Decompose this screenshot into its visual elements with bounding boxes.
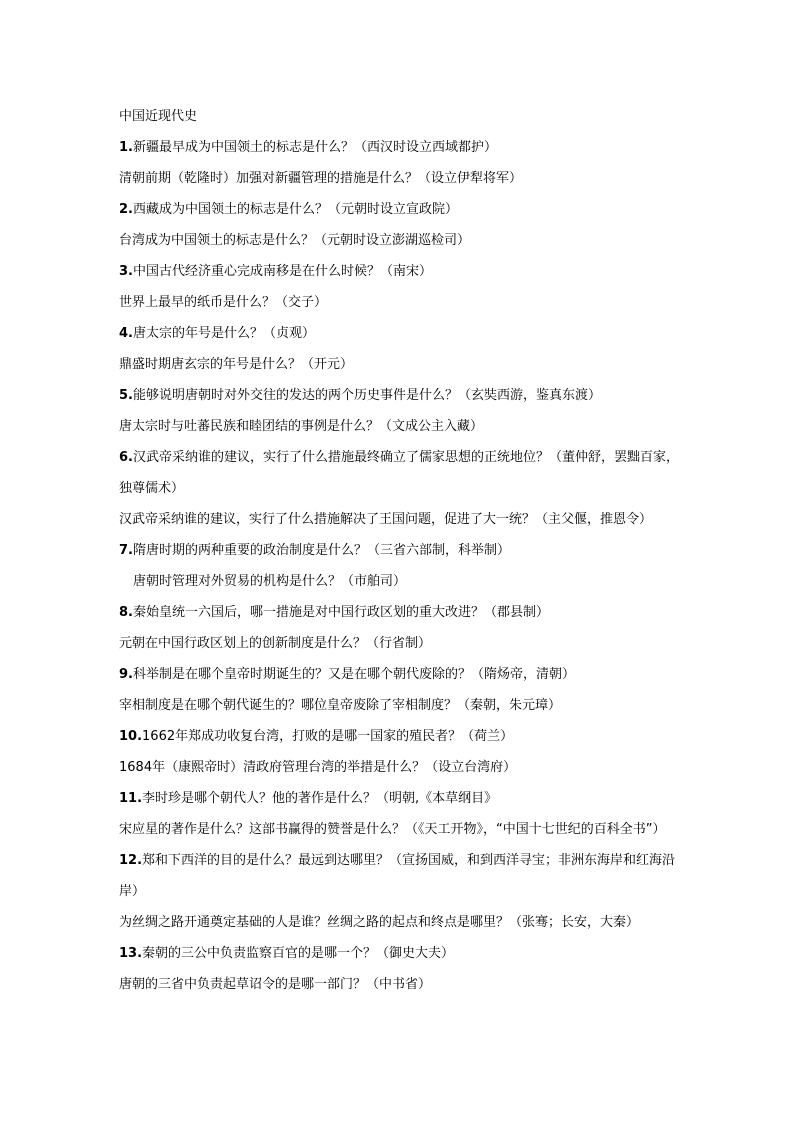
question-text: 宋应星的著作是什么？这部书赢得的赞誉是什么？（《天工开物》，“中国十七世纪的百科全书”）	[119, 822, 666, 837]
question-line	[119, 690, 679, 721]
question-line	[119, 566, 679, 597]
question-text: 唐太宗的年号是什么？（贞观）	[132, 326, 315, 341]
question-text: 隋唐时期的两种重要的政治制度是什么？（三省六部制，科举制）	[132, 543, 510, 558]
question-line	[119, 783, 679, 814]
question-text: 郑和下西洋的目的是什么？最远到达哪里？（宣扬国威，和到西洋寻宝；非洲东海岸和红海沿岸）	[119, 853, 676, 899]
question-number: 4.	[119, 326, 133, 341]
question-text: 世界上最早的纸币是什么？（交子）	[119, 295, 328, 310]
question-text: 中国古代经济重心完成南移是在什么时候？（南宋）	[132, 264, 432, 279]
question-text: 能够说明唐朝时对外交往的发达的两个历史事件是什么？（玄奘西游，鉴真东渡）	[132, 388, 601, 403]
question-text: 唐朝时管理对外贸易的机构是什么？（市舶司）	[133, 574, 407, 589]
question-line	[119, 597, 679, 628]
question-text: 鼎盛时期唐玄宗的年号是什么？（开元）	[119, 357, 354, 372]
question-text: 1662年郑成功收复台湾，打败的是哪一国家的殖民者？（荷兰）	[142, 729, 514, 744]
question-number: 6.	[119, 450, 133, 465]
question-text: 汉武帝采纳谁的建议，实行了什么措施解决了王国问题，促进了大一统？（主父偃，推恩令）	[119, 512, 653, 527]
question-text: 1684年（康熙帝时）清政府管理台湾的举措是什么？（设立台湾府）	[119, 760, 517, 775]
question-number: 3.	[119, 264, 133, 279]
question-text: 宰相制度是在哪个朝代诞生的？哪位皇帝废除了宰相制度？（秦朝，朱元璋）	[119, 698, 562, 713]
question-text: 元朝在中国行政区划上的创新制度是什么？（行省制）	[119, 636, 432, 651]
document-page	[119, 101, 679, 1000]
question-text: 秦始皇统一六国后，哪一措施是对中国行政区划的重大改进？（郡县制）	[132, 605, 549, 620]
question-number: 8.	[119, 605, 133, 620]
question-line	[119, 659, 679, 690]
question-number: 11.	[119, 791, 143, 806]
question-line	[119, 411, 679, 442]
question-line	[119, 907, 679, 938]
question-number: 10.	[119, 729, 143, 744]
question-text: 科举制是在哪个皇帝时期诞生的？又是在哪个朝代废除的？（隋炀帝，清朝）	[132, 667, 575, 682]
question-line	[119, 225, 679, 256]
question-line	[119, 163, 679, 194]
question-text: 唐朝的三省中负责起草诏令的是哪一部门？（中书省）	[119, 977, 432, 992]
question-text: 清朝前期（乾隆时）加强对新疆管理的措施是什么？（设立伊犁将军）	[119, 171, 523, 186]
question-number: 9.	[119, 667, 133, 682]
question-line	[119, 380, 679, 411]
question-number: 2.	[119, 202, 133, 217]
question-number: 12.	[119, 853, 143, 868]
question-line	[119, 628, 679, 659]
question-line	[119, 938, 679, 969]
question-number: 13.	[119, 946, 143, 961]
question-line	[119, 504, 679, 535]
question-text: 西藏成为中国领土的标志是什么？（元朝时设立宣政院）	[132, 202, 458, 217]
question-line	[119, 132, 679, 163]
question-line	[119, 318, 679, 349]
question-line	[119, 287, 679, 318]
question-text: 台湾成为中国领土的标志是什么？（元朝时设立澎湖巡检司）	[119, 233, 471, 248]
question-number: 5.	[119, 388, 133, 403]
question-number: 7.	[119, 543, 133, 558]
question-line	[119, 845, 679, 907]
question-text: 新疆最早成为中国领土的标志是什么？（西汉时设立西域都护）	[132, 140, 497, 155]
question-line	[119, 752, 679, 783]
question-line	[119, 349, 679, 380]
question-text: 李时珍是哪个朝代人？他的著作是什么？（明朝,《本草纲目》	[142, 791, 498, 806]
question-number: 1.	[119, 140, 133, 155]
question-line	[119, 442, 679, 504]
question-line	[119, 721, 679, 752]
question-text: 秦朝的三公中负责监察百官的是哪一个？（御史大夫）	[142, 946, 455, 961]
question-text: 唐太宗时与吐蕃民族和睦团结的事例是什么？（文成公主入藏）	[119, 419, 484, 434]
question-line	[119, 814, 679, 845]
question-text: 为丝绸之路开通奠定基础的人是谁？丝绸之路的起点和终点是哪里？（张骞；长安，大秦）	[119, 915, 640, 930]
question-text: 汉武帝采纳谁的建议，实行了什么措施最终确立了儒家思想的正统地位？（董仲舒，罢黜百家，独尊儒术）	[119, 450, 679, 496]
question-line	[119, 535, 679, 566]
question-line	[119, 194, 679, 225]
question-line	[119, 969, 679, 1000]
document-title: 中国近现代史	[119, 109, 198, 124]
question-line	[119, 256, 679, 287]
